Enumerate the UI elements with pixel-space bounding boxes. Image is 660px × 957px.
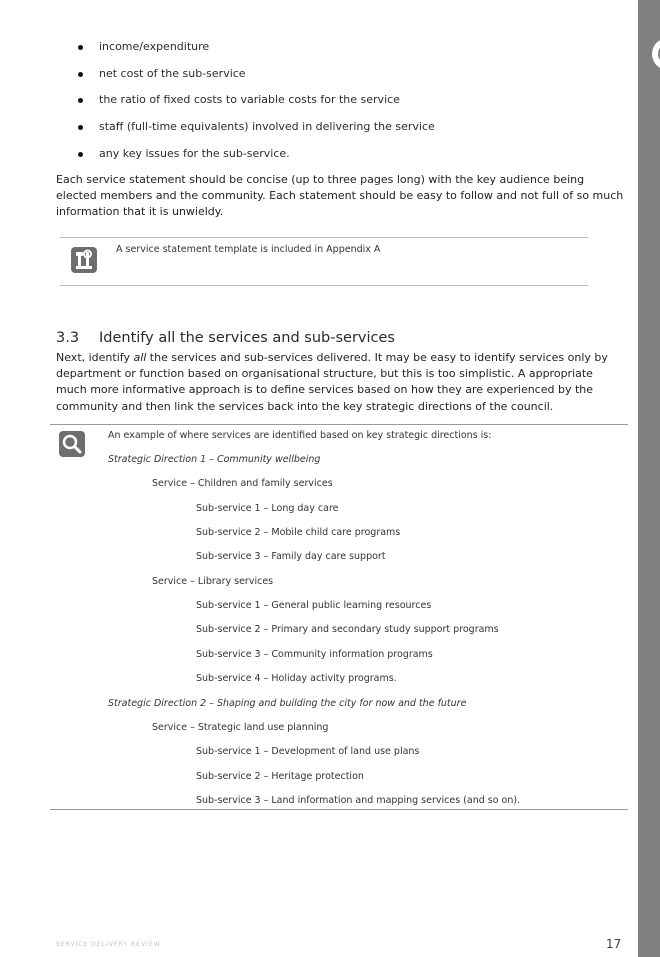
note-text: A service statement template is included in Appendix A [116, 244, 381, 255]
tools-icon [71, 247, 97, 273]
strategic-direction-line: Strategic Direction 2 – Shaping and building the city for now and the future [108, 697, 467, 709]
example-callout [50, 424, 628, 810]
sub-service-line: Sub-service 2 – Heritage protection [196, 770, 364, 782]
service-line: Service – Children and family services [152, 478, 333, 490]
footer-title: SERVICE DELIVERY REVIEW [56, 941, 161, 948]
sub-service-line: Sub-service 4 – Holiday activity programs. [196, 673, 397, 685]
sub-service-line: Sub-service 2 – Primary and secondary study support programs [196, 624, 499, 636]
sub-service-line: Sub-service 3 – Community information programs [196, 648, 433, 660]
bullet-dot-icon [78, 125, 83, 130]
bullet-dot-icon [78, 98, 83, 103]
sub-service-line: Sub-service 3 – Family day care support [196, 551, 386, 563]
bullet-item: income/expenditure [56, 37, 435, 64]
sub-service-line: Sub-service 1 – Long day care [196, 502, 339, 514]
example-intro: An example of where services are identified based on key strategic directions is: [108, 430, 492, 441]
strategic-direction-line: Strategic Direction 1 – Community wellbeing [108, 454, 321, 465]
section-number: 3.3 [56, 330, 80, 346]
sub-service-line: Sub-service 1 – Development of land use plans [196, 746, 420, 758]
bullet-item: net cost of the sub-service [56, 64, 435, 91]
page-number: 17 [606, 937, 622, 951]
bullet-item: any key issues for the sub-service. [56, 144, 435, 171]
bullet-item: the ratio of fixed costs to variable costs for the service [56, 90, 435, 117]
intro-paragraph: Each service statement should be concise (up to three pages long) with the key audience being elected members and the community. Each statement should be easy to follow and not full of so much information that it is unwieldy. [56, 173, 624, 219]
bullet-list [56, 37, 435, 170]
sub-service-line: Sub-service 1 – General public learning resources [196, 600, 432, 612]
service-line: Service – Strategic land use planning [152, 721, 329, 733]
side-margin-bar [638, 0, 660, 957]
bullet-item: staff (full-time equivalents) involved in delivering the service [56, 117, 435, 144]
bullet-dot-icon [78, 72, 83, 77]
bullet-dot-icon [78, 45, 83, 50]
service-line: Service – Library services [152, 575, 274, 587]
sub-service-line: Sub-service 3 – Land information and mapping services (and so on). [196, 794, 521, 806]
bullet-dot-icon [78, 152, 83, 157]
sub-service-line: Sub-service 2 – Mobile child care programs [196, 527, 401, 539]
magnifier-icon [59, 431, 85, 457]
section-title: Identify all the services and sub-services [99, 330, 395, 346]
note-callout [60, 237, 588, 286]
section-paragraph: Next, identify all the services and sub-services delivered. It may be easy to identify services only by department or function based on organisational structure, but this is too simplistic. A appropriate much more informative approach is to define services based on how they are experienced by the community and then link the services back into the key strategic directions of the council. [56, 351, 608, 413]
